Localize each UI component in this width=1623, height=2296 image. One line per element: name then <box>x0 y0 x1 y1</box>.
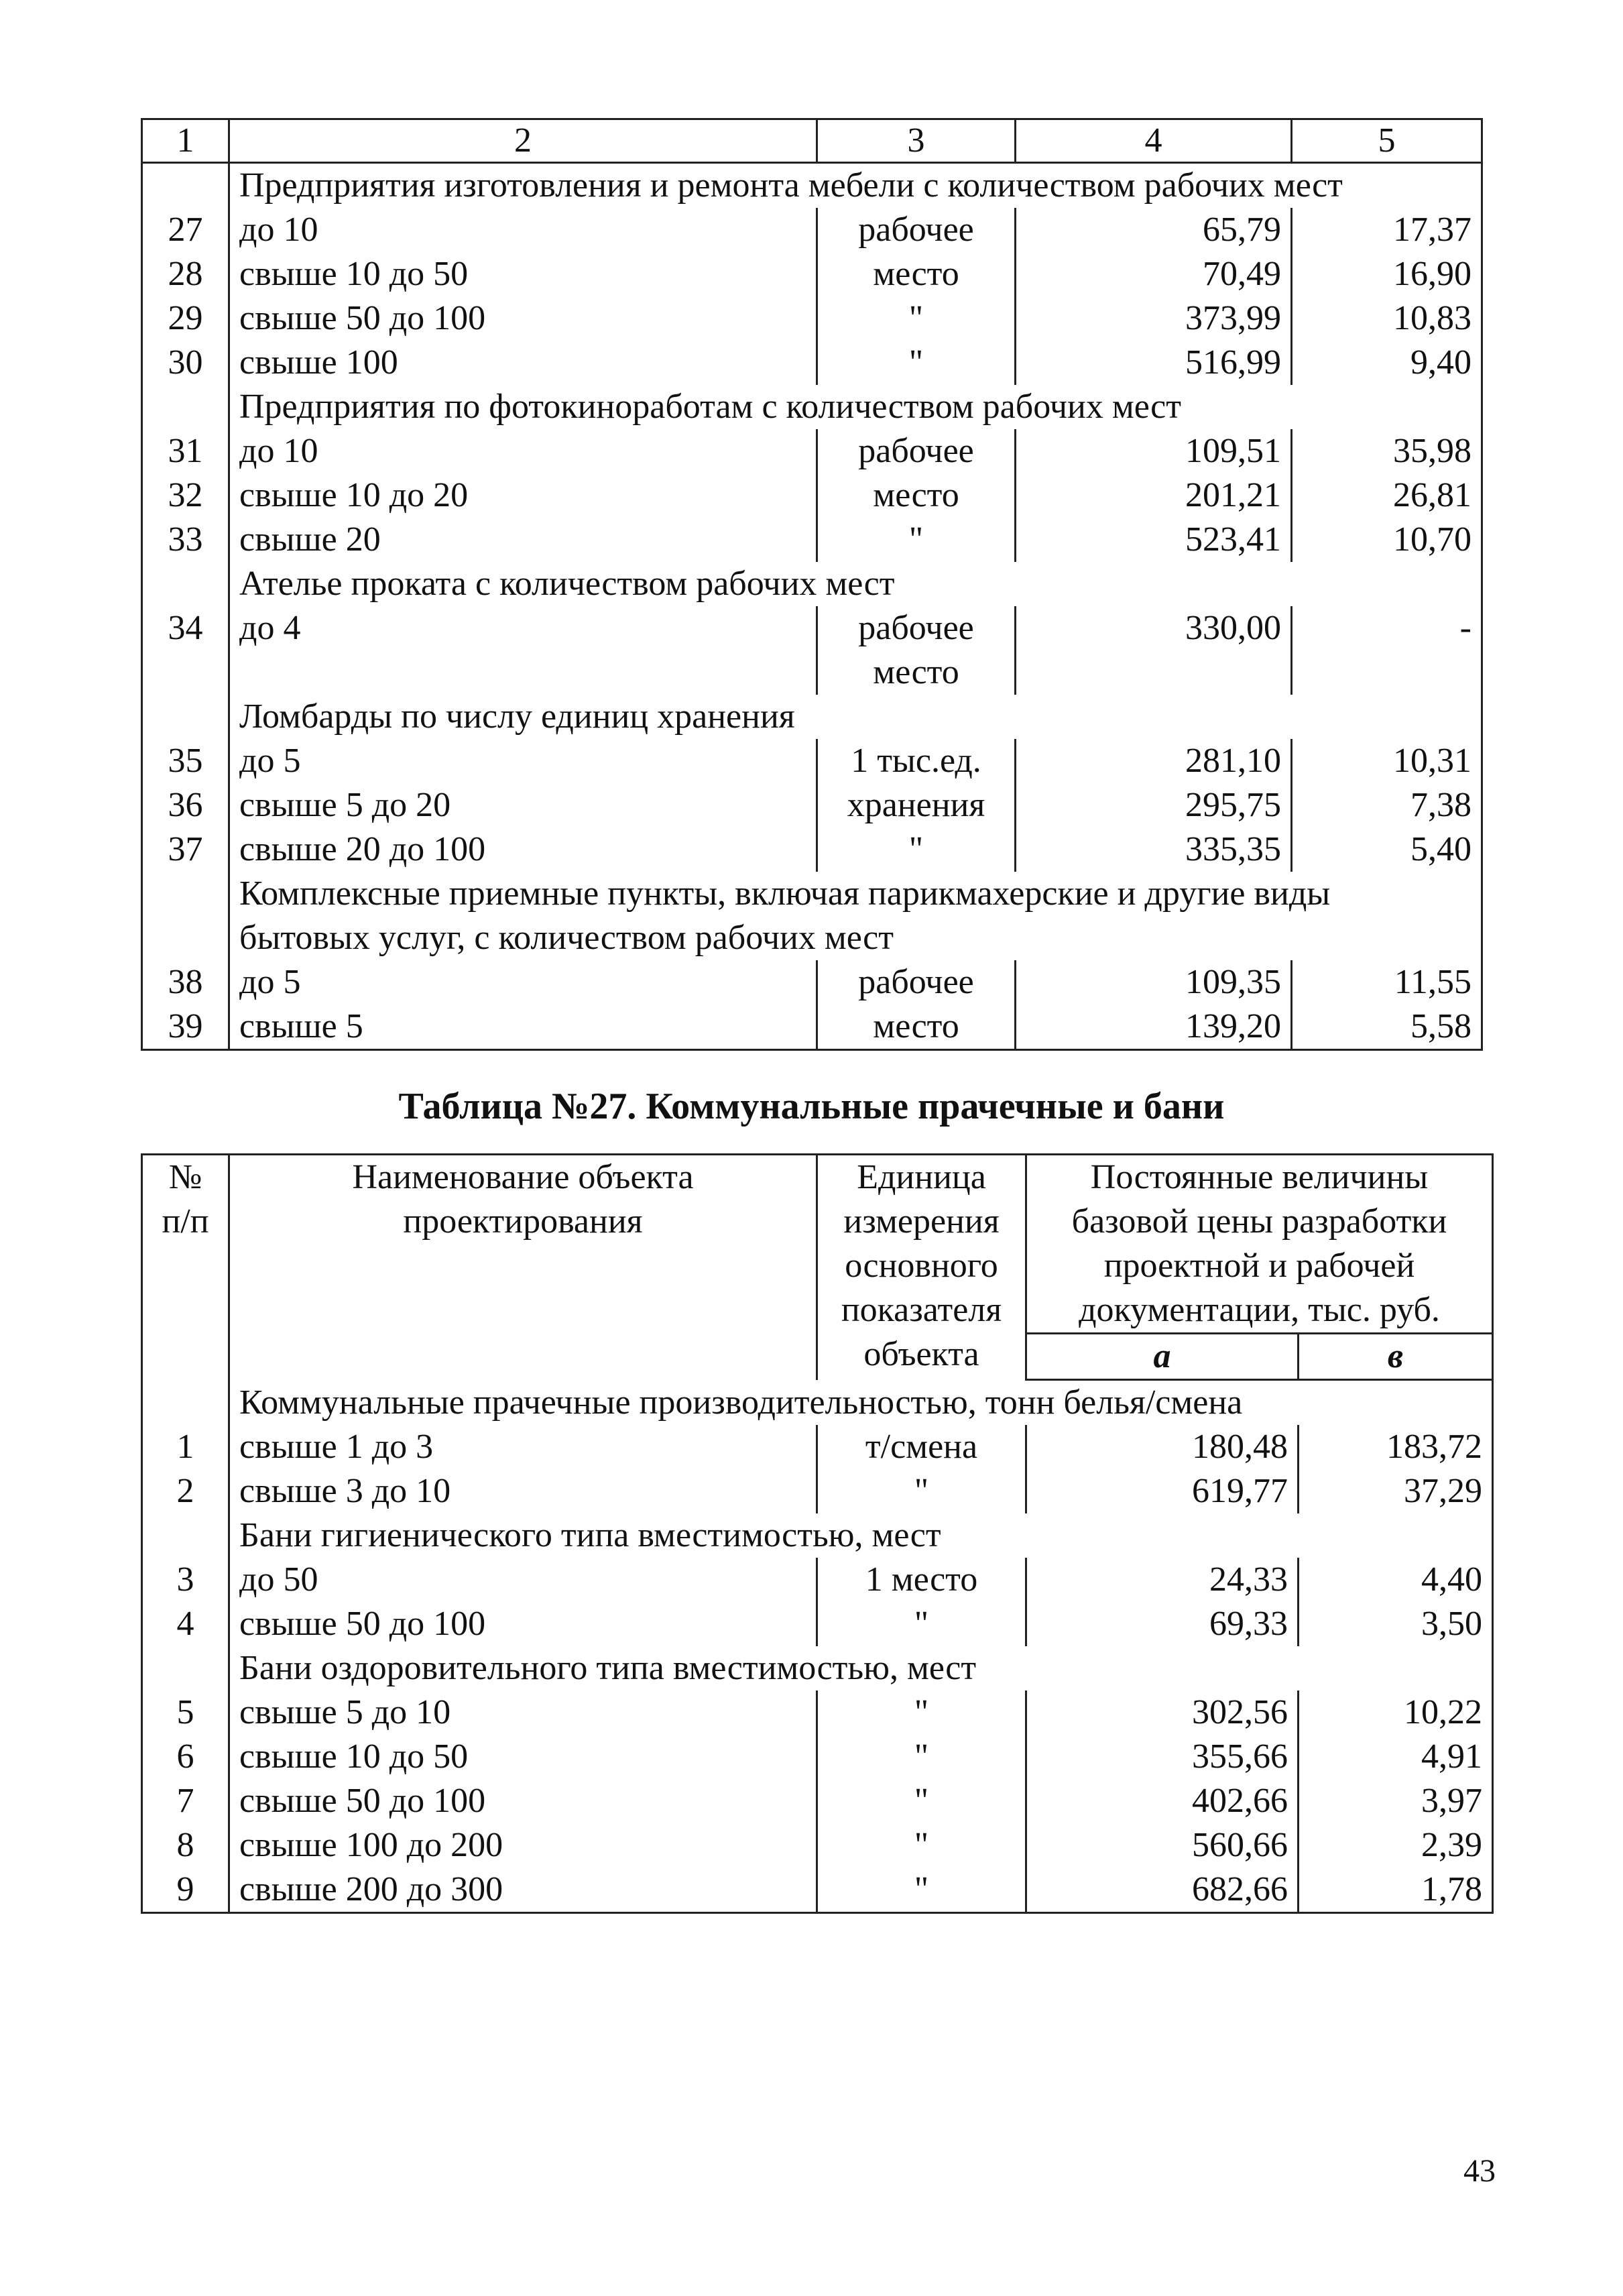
value-b: 11,55 <box>1292 960 1482 1005</box>
group-title: Коммунальные прачечные производительностью, тонн белья/смена <box>229 1380 1493 1426</box>
unit: хранения <box>817 783 1016 827</box>
table-row <box>142 1602 1493 1646</box>
value-a: 65,79 <box>1016 208 1292 252</box>
subheader-b: в <box>1299 1334 1493 1380</box>
header-name-cell <box>229 1155 817 1380</box>
value-a: 70,49 <box>1016 252 1292 296</box>
group-title: Ателье проката с количеством рабочих мест <box>229 562 1482 606</box>
column-number: 3 <box>817 119 1016 163</box>
value-a: 295,75 <box>1016 783 1292 827</box>
unit: рабочее <box>817 429 1016 473</box>
header-unit-cell <box>817 1155 1026 1380</box>
unit: " <box>817 827 1016 872</box>
group-title-row <box>142 385 1482 429</box>
table-row <box>142 252 1482 296</box>
header-unit-line: измерения <box>843 1202 1000 1241</box>
value-a: 402,66 <box>1026 1779 1299 1823</box>
empty-cell <box>142 562 229 606</box>
row-number: 2 <box>142 1469 229 1513</box>
value-b: 3,50 <box>1299 1602 1493 1646</box>
empty-cell <box>142 1646 229 1690</box>
value-b: 10,31 <box>1292 739 1482 783</box>
value-b: 9,40 <box>1292 341 1482 385</box>
unit: " <box>817 1823 1026 1868</box>
unit: 1 место <box>817 1558 1026 1602</box>
header-unit-line: основного <box>845 1247 998 1285</box>
group-title-row <box>142 163 1482 209</box>
row-number: 28 <box>142 252 229 296</box>
value-b: 10,70 <box>1292 518 1482 562</box>
column-number: 2 <box>229 119 817 163</box>
value-b: 4,40 <box>1299 1558 1493 1602</box>
group-title-row <box>142 1380 1493 1426</box>
row-number: 31 <box>142 429 229 473</box>
unit: т/смена <box>817 1425 1026 1469</box>
unit: " <box>817 1690 1026 1735</box>
table-row <box>142 1823 1493 1868</box>
row-number: 8 <box>142 1823 229 1868</box>
object-name: свыше 200 до 300 <box>229 1868 817 1913</box>
value-b: 7,38 <box>1292 783 1482 827</box>
object-name <box>229 650 817 695</box>
object-name: свыше 100 <box>229 341 817 385</box>
unit: место <box>817 1005 1016 1050</box>
object-name: свыше 50 до 100 <box>229 1602 817 1646</box>
group-title: Бани оздоровительного типа вместимостью, мест <box>229 1646 1493 1690</box>
subheader-a: а <box>1026 1334 1299 1380</box>
object-name: до 4 <box>229 606 817 650</box>
group-title-row <box>142 1513 1493 1558</box>
unit: место <box>817 252 1016 296</box>
object-name: до 10 <box>229 429 817 473</box>
header-unit-line: Единица <box>857 1158 986 1196</box>
object-name: свыше 10 до 20 <box>229 473 817 518</box>
column-number-row <box>142 119 1482 163</box>
row-number: 34 <box>142 606 229 650</box>
table-row <box>142 1690 1493 1735</box>
group-title-row <box>142 872 1482 916</box>
row-number: 39 <box>142 1005 229 1050</box>
table-row <box>142 1779 1493 1823</box>
table-row <box>142 606 1482 650</box>
value-a: 335,35 <box>1016 827 1292 872</box>
column-number: 4 <box>1016 119 1292 163</box>
value-a: 180,48 <box>1026 1425 1299 1469</box>
group-title: Комплексные приемные пункты, включая парикмахерские и другие виды <box>229 872 1482 916</box>
row-number: 1 <box>142 1425 229 1469</box>
object-name: свыше 1 до 3 <box>229 1425 817 1469</box>
group-title: Бани гигиенического типа вместимостью, мест <box>229 1513 1493 1558</box>
object-name: свыше 20 до 100 <box>229 827 817 872</box>
row-number <box>142 650 229 695</box>
table-row <box>142 1425 1493 1469</box>
unit: рабочее <box>817 606 1016 650</box>
header-unit-line: объекта <box>863 1335 979 1373</box>
object-name: свыше 5 до 20 <box>229 783 817 827</box>
object-name: свыше 5 до 10 <box>229 1690 817 1735</box>
header-number-line: п/п <box>162 1202 209 1241</box>
object-name: до 5 <box>229 739 817 783</box>
header-unit-line: показателя <box>841 1291 1002 1329</box>
value-b: 16,90 <box>1292 252 1482 296</box>
table-row <box>142 473 1482 518</box>
row-number: 6 <box>142 1735 229 1779</box>
table-row <box>142 518 1482 562</box>
unit: " <box>817 341 1016 385</box>
object-name: свыше 5 <box>229 1005 817 1050</box>
value-a: 201,21 <box>1016 473 1292 518</box>
group-title-row <box>142 562 1482 606</box>
value-a <box>1016 650 1292 695</box>
value-b: 17,37 <box>1292 208 1482 252</box>
table-row <box>142 960 1482 1005</box>
row-number: 36 <box>142 783 229 827</box>
value-a: 24,33 <box>1026 1558 1299 1602</box>
value-a: 523,41 <box>1016 518 1292 562</box>
value-a: 109,51 <box>1016 429 1292 473</box>
laundries-baths-table <box>141 1153 1494 1914</box>
group-title-row <box>142 1646 1493 1690</box>
object-name: свыше 50 до 100 <box>229 1779 817 1823</box>
object-name: свыше 10 до 50 <box>229 252 817 296</box>
value-b: 10,83 <box>1292 296 1482 341</box>
table-row <box>142 208 1482 252</box>
value-a: 109,35 <box>1016 960 1292 1005</box>
table-row <box>142 650 1482 695</box>
object-name: свыше 50 до 100 <box>229 296 817 341</box>
unit: " <box>817 1469 1026 1513</box>
row-number: 30 <box>142 341 229 385</box>
value-b: - <box>1292 606 1482 650</box>
row-number: 7 <box>142 1779 229 1823</box>
value-b: 10,22 <box>1299 1690 1493 1735</box>
unit: " <box>817 518 1016 562</box>
group-title-row <box>142 695 1482 739</box>
row-number: 35 <box>142 739 229 783</box>
group-title: бытовых услуг, с количеством рабочих мест <box>229 916 1482 960</box>
row-number: 5 <box>142 1690 229 1735</box>
table-row <box>142 1558 1493 1602</box>
empty-cell <box>142 163 229 209</box>
object-name: до 5 <box>229 960 817 1005</box>
table-header-row <box>142 1155 1493 1334</box>
group-title-row <box>142 916 1482 960</box>
value-b: 35,98 <box>1292 429 1482 473</box>
value-b: 5,58 <box>1292 1005 1482 1050</box>
unit: " <box>817 1735 1026 1779</box>
table-27-title: Таблица №27. Коммунальные прачечные и бани <box>398 1086 1225 1127</box>
value-b: 2,39 <box>1299 1823 1493 1868</box>
value-a: 139,20 <box>1016 1005 1292 1050</box>
table-row <box>142 827 1482 872</box>
object-name: свыше 100 до 200 <box>229 1823 817 1868</box>
unit: место <box>817 473 1016 518</box>
value-a: 69,33 <box>1026 1602 1299 1646</box>
table-row <box>142 296 1482 341</box>
empty-cell <box>142 1380 229 1426</box>
value-a: 330,00 <box>1016 606 1292 650</box>
table-row <box>142 1868 1493 1913</box>
page-number: 43 <box>1463 2153 1496 2189</box>
column-number: 1 <box>142 119 229 163</box>
value-a: 302,56 <box>1026 1690 1299 1735</box>
value-b: 1,78 <box>1299 1868 1493 1913</box>
object-name: свыше 3 до 10 <box>229 1469 817 1513</box>
value-b <box>1292 650 1482 695</box>
object-name: до 10 <box>229 208 817 252</box>
table-row <box>142 341 1482 385</box>
table-row <box>142 739 1482 783</box>
header-number-line: № <box>168 1158 202 1196</box>
group-title: Предприятия изготовления и ремонта мебели с количеством рабочих мест <box>229 163 1482 209</box>
value-a: 560,66 <box>1026 1823 1299 1868</box>
row-number: 32 <box>142 473 229 518</box>
row-number: 38 <box>142 960 229 1005</box>
table-row <box>142 1735 1493 1779</box>
header-price-line: документации, тыс. руб. <box>1079 1291 1440 1329</box>
value-b: 4,91 <box>1299 1735 1493 1779</box>
row-number: 4 <box>142 1602 229 1646</box>
row-number: 37 <box>142 827 229 872</box>
header-price-line: проектной и рабочей <box>1103 1247 1415 1285</box>
unit: " <box>817 1868 1026 1913</box>
row-number: 33 <box>142 518 229 562</box>
furniture-services-table <box>141 118 1483 1051</box>
row-number: 27 <box>142 208 229 252</box>
empty-cell <box>142 1513 229 1558</box>
header-price-cell <box>1026 1155 1493 1334</box>
group-title: Предприятия по фотокиноработам с количеством рабочих мест <box>229 385 1482 429</box>
empty-cell <box>142 695 229 739</box>
table-row <box>142 429 1482 473</box>
empty-cell <box>142 872 229 916</box>
unit: " <box>817 296 1016 341</box>
table-row <box>142 1469 1493 1513</box>
header-name-line: Наименование объекта <box>352 1158 694 1196</box>
unit: место <box>817 650 1016 695</box>
value-a: 682,66 <box>1026 1868 1299 1913</box>
object-name: свыше 20 <box>229 518 817 562</box>
value-b: 5,40 <box>1292 827 1482 872</box>
row-number: 9 <box>142 1868 229 1913</box>
unit: " <box>817 1779 1026 1823</box>
unit: рабочее <box>817 208 1016 252</box>
header-price-line: базовой цены разработки <box>1071 1202 1447 1241</box>
value-b: 37,29 <box>1299 1469 1493 1513</box>
table-row <box>142 783 1482 827</box>
value-b: 26,81 <box>1292 473 1482 518</box>
unit: рабочее <box>817 960 1016 1005</box>
unit: 1 тыс.ед. <box>817 739 1016 783</box>
value-b: 183,72 <box>1299 1425 1493 1469</box>
header-name-line: проектирования <box>403 1202 643 1241</box>
value-a: 373,99 <box>1016 296 1292 341</box>
empty-cell <box>142 385 229 429</box>
object-name: свыше 10 до 50 <box>229 1735 817 1779</box>
table-row <box>142 1005 1482 1050</box>
value-a: 355,66 <box>1026 1735 1299 1779</box>
group-title: Ломбарды по числу единиц хранения <box>229 695 1482 739</box>
value-b: 3,97 <box>1299 1779 1493 1823</box>
empty-cell <box>142 916 229 960</box>
value-a: 516,99 <box>1016 341 1292 385</box>
value-a: 619,77 <box>1026 1469 1299 1513</box>
row-number: 29 <box>142 296 229 341</box>
column-number: 5 <box>1292 119 1482 163</box>
unit: " <box>817 1602 1026 1646</box>
object-name: до 50 <box>229 1558 817 1602</box>
row-number: 3 <box>142 1558 229 1602</box>
header-number-cell <box>142 1155 229 1380</box>
header-price-line: Постоянные величины <box>1090 1158 1429 1196</box>
value-a: 281,10 <box>1016 739 1292 783</box>
